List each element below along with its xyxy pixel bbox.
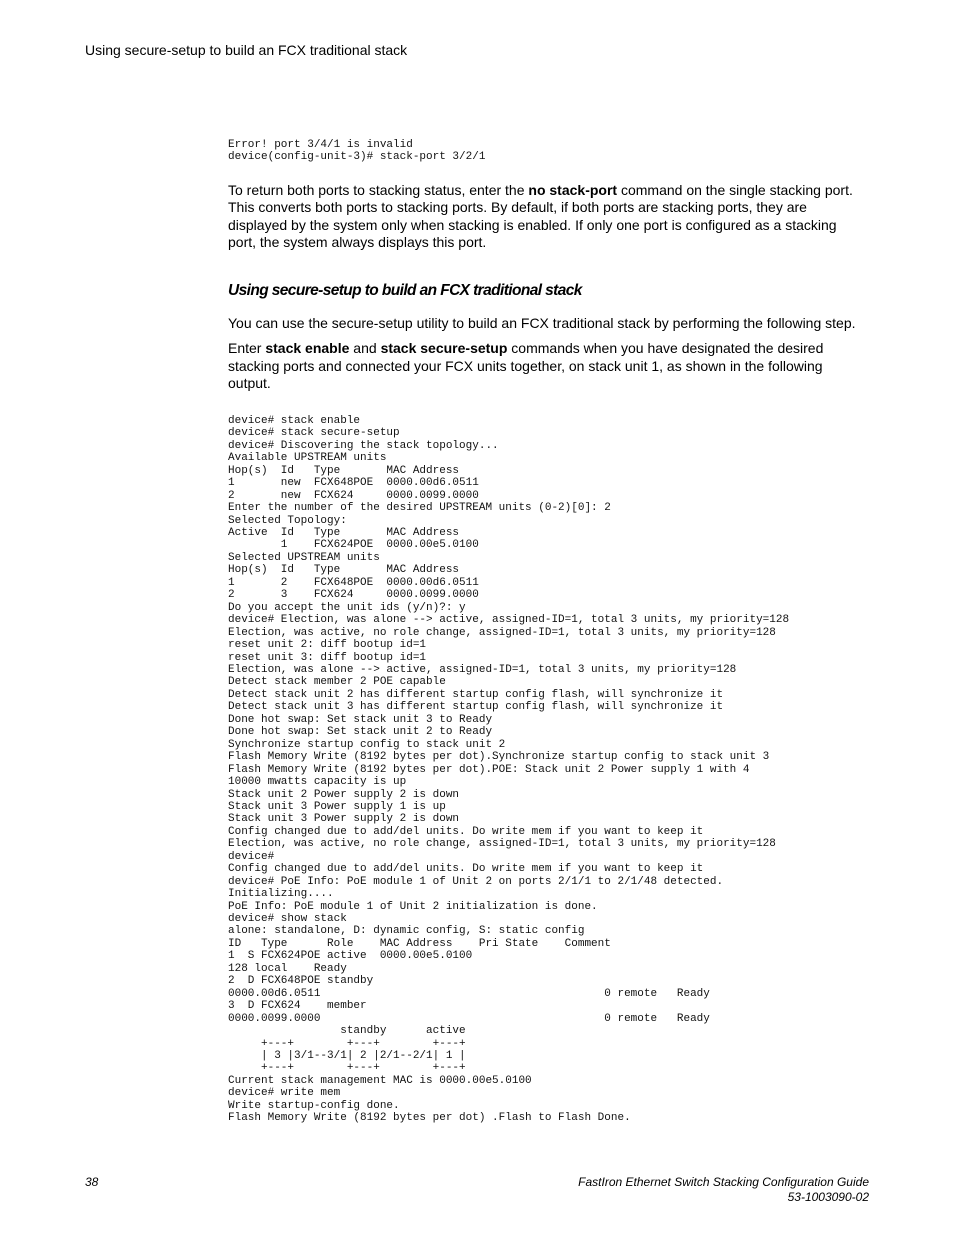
paragraph-text: To return both ports to stacking status, enter the (228, 181, 529, 198)
paragraph-text: commands when you have designated the desired stacking ports and connected your FCX units together, on stack unit 1, as shown in the following output. (228, 340, 824, 392)
footer-doc-info (578, 1175, 869, 1205)
command-stack-secure-setup: stack secure-setup (380, 340, 508, 357)
paragraph-enter-commands (228, 340, 868, 393)
main-content (228, 139, 868, 1125)
doc-number: 53-1003090-02 (787, 1190, 869, 1204)
running-header: Using secure-setup to build an FCX traditional stack (85, 42, 408, 58)
paragraph-text: and (349, 340, 381, 357)
section-heading: Using secure-setup to build an FCX traditional stack (228, 281, 582, 299)
paragraph-intro: You can use the secure-setup utility to build an FCX traditional stack by performing the following step. (228, 314, 856, 331)
code-block-secure-setup-output: device# stack enable device# stack secure-setup device# Discovering the stack topology... Available UPSTREAM units Hop(s) Id Type MAC Address 1 new FCX648POE 0000.00d6.0511 2 new FCX624 0000.0099.0000 Enter the number of the desired UPSTREAM units (0-2)[0]: 2 Selected Topology: Active Id Type MAC Address 1 FCX624POE 0000.00e5.0100 Selected UPSTREAM units Hop(s) Id Type MAC Address 1 2 FCX648POE 0000.00d6.0511 2 3 FCX624 0000.0099.0000 Do you accept the unit ids (y/n)?: y device# Election, was alone --> active, assigned-ID=1, total 3 units, my priority=128 Election, was active, no role change, assigned-ID=1, total 3 units, my priority=128 reset unit 2: diff bootup id=1 reset unit 3: diff bootup id=1 Election, was alone --> active, assigned-ID=1, total 3 units, my priority=128 Detect stack member 2 POE capable Detect stack unit 2 has different startup config flash, will synchronize it Detect stack unit 3 has different startup config flash, will synchronize it Done hot swap: Set stack unit 3 to Ready Done hot swap: Set stack unit 2 to Ready Synchronize startup config to stack unit 2 Flash Memory Write (8192 bytes per dot).Synchronize startup config to stack unit 3 Flash Memory Write (8192 bytes per dot).POE: Stack unit 2 Power supply 1 with 4 10000 mwatts capacity is up Stack unit 2 Power supply 2 is down Stack unit 3 Power supply 1 is up Stack unit 3 Power supply 2 is down Config changed due to add/del units. Do write mem if you want to keep it Election, was active, no role change, assigned-ID=1, total 3 units, my priority=128 device# Config changed due to add/del units. Do write mem if you want to keep it device# PoE Info: PoE module 1 of Unit 2 on ports 2/1/1 to 2/1/48 detected. Initializing.... PoE Info: PoE module 1 of Unit 2 initialization is done. device# show stack alone: standalone, D: dynamic config, S: static config ID Type Role MAC Address Pri State Comment 1 S FCX624POE active 0000.00e5.0100 128 local Ready 2 D FCX648POE standby 0000.00d6.0511 0 remote Ready 3 D FCX624 member 0000.0099.0000 0 remote Ready standby active +---+ +---+ +---+ | 3 |3/1--3/1| 2 |2/1--2/1| 1 | +---+ +---+ +---+ Current stack management MAC is 0000.00e5.0100 device# write mem Write startup-config done. Flash Memory Write (8192 bytes per dot) .Flash to Flash Done. (228, 414, 790, 1125)
code-block-port-error: Error! port 3/4/1 is invalid device(config-unit-3)# stack-port 3/2/1 (228, 139, 486, 164)
command-no-stack-port: no stack-port (528, 181, 618, 198)
page-number: 38 (85, 1175, 99, 1189)
command-stack-enable: stack enable (265, 340, 350, 357)
paragraph-text: Enter (228, 340, 266, 357)
guide-title: FastIron Ethernet Switch Stacking Configuration Guide (578, 1175, 869, 1189)
paragraph-text: command on the single stacking port. This converts both ports to stacking ports. By default, if both ports are stacking ports, they are displayed by the system only when stacking is enabled. If only one port is configured as a stacking port, the system always displays this port. (228, 181, 853, 251)
paragraph-return-ports (228, 182, 868, 252)
